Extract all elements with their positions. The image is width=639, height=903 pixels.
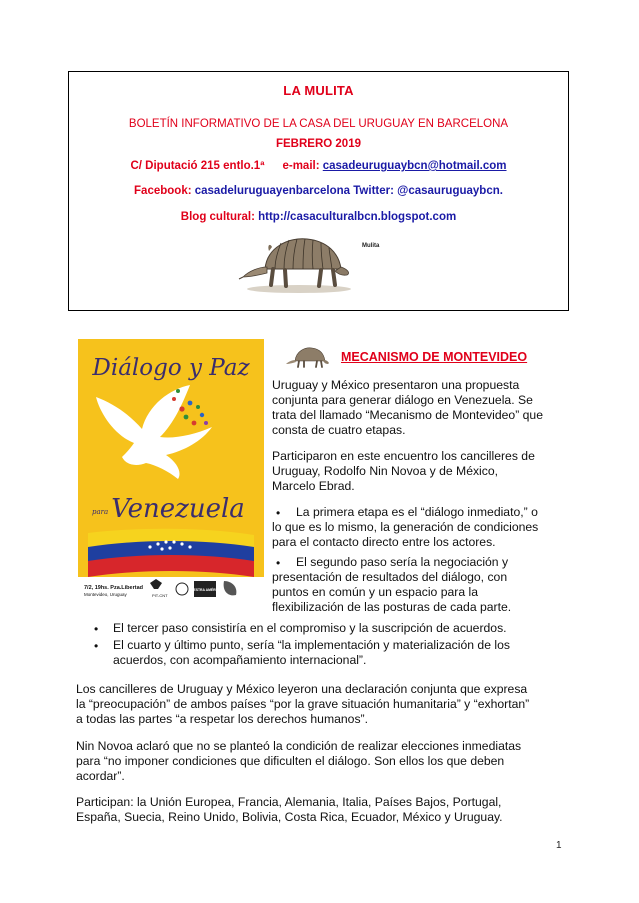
contact-line: [69, 160, 568, 172]
paragraph-participants: Participaron en este encuentro los cancilleres de Uruguay, Rodolfo Nin Novoa y de México, Marcelo Ebrad.: [272, 449, 535, 493]
twitter-handle[interactable]: @casauruguaybcn.: [397, 185, 503, 197]
newsletter-header: [68, 71, 569, 311]
newsletter-date: FEBRERO 2019: [275, 138, 361, 150]
email-link[interactable]: casadeuruguaybcn@hotmail.com: [322, 160, 507, 172]
list-item: La primera etapa es el “diálogo inmediato,” o: [296, 505, 538, 519]
list-item: El tercer paso consistiría en el compromiso y la suscripción de acuerdos.: [113, 621, 507, 635]
facebook-label: Facebook:: [134, 185, 192, 197]
poster-title: Diálogo y Paz: [92, 355, 250, 381]
list-item-cont: lo que es lo mismo, la generación de condiciones para el contacto directo entre los actores.: [272, 520, 539, 549]
blog-link[interactable]: http://casaculturalbcn.blogspot.com: [258, 211, 457, 223]
social-line: [69, 185, 568, 197]
address: C/ Diputació 215 entlo.1ª: [130, 160, 265, 172]
twitter-label: Twitter:: [353, 185, 394, 197]
newsletter-title: LA MULITA: [283, 83, 354, 98]
armadillo-illustration: [237, 231, 361, 295]
facebook-handle[interactable]: casadeluruguayenbarcelona: [194, 185, 351, 197]
blog-label: Blog cultural:: [180, 211, 255, 223]
nuestra-america-label: NUESTRA AMÉRICA: [188, 588, 222, 592]
list-item: El cuarto y último punto, sería “la implementación y materialización de los acuerdos, con acompañamiento internacional”.: [113, 638, 510, 667]
armadillo-small-icon: [285, 345, 331, 369]
bullet-icon: •: [276, 556, 281, 570]
dialogo-y-paz-poster: [78, 339, 264, 602]
paragraph-nin-novoa: Nin Novoa aclaró que no se planteó la condición de realizar elecciones inmediatas para “no imponer condiciones que dificulten el diálogo. Son ellos los que deben acordar”.: [76, 739, 522, 783]
list-item-cont: presentación de resultados del diálogo, con puntos en común y un espacio para la flexibilización de las posturas de cada parte.: [272, 570, 512, 614]
poster-country: Venezuela: [111, 494, 245, 524]
bullet-icon: •: [94, 622, 99, 636]
bullet-icon: •: [276, 506, 281, 520]
poster-footer: 7/2, 19hs. Pza.Libertad: [84, 585, 143, 591]
blog-line: [69, 211, 568, 223]
paragraph-intro: Uruguay y México presentaron una propuesta conjunta para generar diálogo en Venezuela. Se trata del llamado “Mecanismo de Montevideo” que consta de cuatro etapas.: [272, 378, 543, 437]
page-number: 1: [556, 840, 562, 851]
article-title: MECANISMO DE MONTEVIDEO: [341, 350, 528, 364]
newsletter-subtitle: BOLETÍN INFORMATIVO DE LA CASA DEL URUGUAY EN BARCELONA: [128, 118, 509, 130]
poster-para: para: [92, 508, 109, 516]
list-item: El segundo paso sería la negociación y: [296, 555, 509, 569]
paragraph-countries: Participan: la Unión Europea, Francia, Alemania, Italia, Países Bajos, Portugal, España, Suecia, Reino Unido, Bolivia, Costa Rica, Ecuador, México y Uruguay.: [76, 795, 503, 824]
email-label: e-mail:: [282, 160, 320, 172]
pit-cnt-label: PIT-CNT: [152, 593, 168, 598]
bullet-icon: •: [94, 639, 99, 653]
mascot-label: Mulita: [362, 243, 380, 249]
poster-footer-city: Montevideo, Uruguay: [84, 592, 127, 597]
paragraph-declaration: Los cancilleres de Uruguay y México leyeron una declaración conjunta que expresa la “preocupación” de ambos países “por la grave situación humanitaria” y “exhortan” a todas las partes “a respetar los derechos humanos”.: [76, 682, 530, 726]
